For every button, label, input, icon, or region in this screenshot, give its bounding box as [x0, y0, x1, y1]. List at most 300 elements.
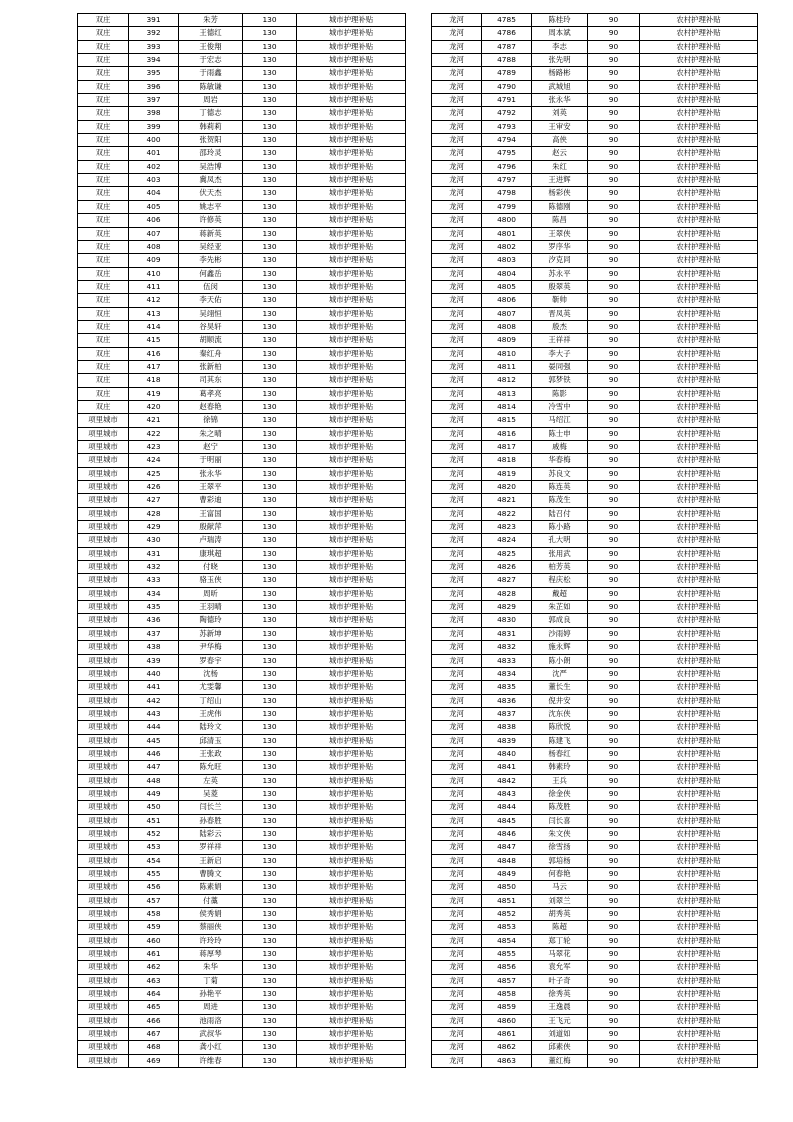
amount-cell: 130: [243, 827, 297, 840]
table-row: [78, 120, 406, 133]
amount-cell: 130: [243, 681, 297, 694]
serial-number-cell: 4846: [482, 827, 532, 840]
name-cell: 陈小朗: [532, 654, 588, 667]
serial-number-cell: 4838: [482, 721, 532, 734]
table-row: [78, 187, 406, 200]
amount-cell: 130: [243, 908, 297, 921]
serial-number-cell: 4805: [482, 280, 532, 293]
subsidy-type-cell: 农村护理补贴: [640, 320, 758, 333]
name-cell: 汐克同: [532, 254, 588, 267]
table-row: [78, 294, 406, 307]
serial-number-cell: 4803: [482, 254, 532, 267]
serial-number-cell: 4811: [482, 360, 532, 373]
region-cell: 项里城市: [78, 614, 129, 627]
name-cell: 陶德玲: [179, 614, 243, 627]
region-cell: 项里城市: [78, 707, 129, 720]
table-row: [78, 734, 406, 747]
subsidy-type-cell: 农村护理补贴: [640, 934, 758, 947]
region-cell: 项里城市: [78, 854, 129, 867]
region-cell: 龙河: [432, 801, 482, 814]
region-cell: 双庄: [78, 374, 129, 387]
table-row: [78, 787, 406, 800]
name-cell: 丁德志: [179, 107, 243, 120]
subsidy-type-cell: 城市护理补贴: [297, 787, 406, 800]
serial-number-cell: 467: [129, 1028, 179, 1041]
subsidy-type-cell: 城市护理补贴: [297, 80, 406, 93]
amount-cell: 90: [588, 961, 640, 974]
table-row: [432, 707, 758, 720]
region-cell: 双庄: [78, 294, 129, 307]
amount-cell: 90: [588, 441, 640, 454]
region-cell: 龙河: [432, 787, 482, 800]
table-row: [78, 67, 406, 80]
amount-cell: 130: [243, 787, 297, 800]
subsidy-type-cell: 农村护理补贴: [640, 587, 758, 600]
serial-number-cell: 4825: [482, 547, 532, 560]
table-row: [78, 587, 406, 600]
serial-number-cell: 455: [129, 868, 179, 881]
region-cell: 龙河: [432, 174, 482, 187]
table-row: [78, 267, 406, 280]
amount-cell: 130: [243, 147, 297, 160]
table-row: [432, 534, 758, 547]
region-cell: 项里城市: [78, 587, 129, 600]
region-cell: 龙河: [432, 54, 482, 67]
subsidy-type-cell: 城市护理补贴: [297, 908, 406, 921]
serial-number-cell: 4849: [482, 868, 532, 881]
subsidy-type-cell: 城市护理补贴: [297, 481, 406, 494]
table-row: [432, 414, 758, 427]
name-cell: 韩素玲: [532, 761, 588, 774]
subsidy-type-cell: 农村护理补贴: [640, 1001, 758, 1014]
name-cell: 陆彩云: [179, 827, 243, 840]
subsidy-type-cell: 农村护理补贴: [640, 334, 758, 347]
region-cell: 双庄: [78, 334, 129, 347]
table-row: [78, 54, 406, 67]
serial-number-cell: 4827: [482, 574, 532, 587]
region-cell: 项里城市: [78, 481, 129, 494]
region-cell: 项里城市: [78, 934, 129, 947]
serial-number-cell: 4820: [482, 481, 532, 494]
region-cell: 项里城市: [78, 774, 129, 787]
amount-cell: 130: [243, 134, 297, 147]
amount-cell: 90: [588, 467, 640, 480]
serial-number-cell: 4850: [482, 881, 532, 894]
serial-number-cell: 449: [129, 787, 179, 800]
region-cell: 项里城市: [78, 507, 129, 520]
name-cell: 周昕: [179, 587, 243, 600]
name-cell: 张永华: [532, 94, 588, 107]
serial-number-cell: 398: [129, 107, 179, 120]
name-cell: 尤雯馨: [179, 681, 243, 694]
name-cell: 靳帅: [532, 294, 588, 307]
name-cell: 陈素娟: [179, 881, 243, 894]
amount-cell: 130: [243, 387, 297, 400]
region-cell: 项里城市: [78, 454, 129, 467]
subsidy-type-cell: 城市护理补贴: [297, 227, 406, 240]
region-cell: 龙河: [432, 961, 482, 974]
table-row: [432, 80, 758, 93]
serial-number-cell: 4851: [482, 894, 532, 907]
table-row: [78, 374, 406, 387]
amount-cell: 130: [243, 200, 297, 213]
serial-number-cell: 443: [129, 707, 179, 720]
table-row: [432, 801, 758, 814]
region-cell: 项里城市: [78, 974, 129, 987]
serial-number-cell: 4821: [482, 494, 532, 507]
serial-number-cell: 402: [129, 160, 179, 173]
amount-cell: 90: [588, 347, 640, 360]
serial-number-cell: 465: [129, 1001, 179, 1014]
table-row: [432, 574, 758, 587]
serial-number-cell: 4795: [482, 147, 532, 160]
region-cell: 龙河: [432, 1054, 482, 1067]
region-cell: 龙河: [432, 14, 482, 27]
name-cell: 赵云: [532, 147, 588, 160]
table-row: [432, 721, 758, 734]
table-row: [78, 721, 406, 734]
amount-cell: 90: [588, 667, 640, 680]
table-row: [432, 1028, 758, 1041]
name-cell: 王虎伟: [179, 707, 243, 720]
table-row: [78, 747, 406, 760]
serial-number-cell: 436: [129, 614, 179, 627]
table-row: [432, 54, 758, 67]
amount-cell: 90: [588, 280, 640, 293]
serial-number-cell: 453: [129, 841, 179, 854]
amount-cell: 90: [588, 267, 640, 280]
serial-number-cell: 397: [129, 94, 179, 107]
region-cell: 龙河: [432, 187, 482, 200]
name-cell: 曹腾文: [179, 868, 243, 881]
region-cell: 龙河: [432, 414, 482, 427]
subsidy-type-cell: 城市护理补贴: [297, 1014, 406, 1027]
subsidy-type-cell: 农村护理补贴: [640, 200, 758, 213]
subsidy-type-cell: 城市护理补贴: [297, 974, 406, 987]
name-cell: 杨彩侠: [532, 187, 588, 200]
region-cell: 龙河: [432, 574, 482, 587]
subsidy-type-cell: 农村护理补贴: [640, 801, 758, 814]
table-row: [432, 948, 758, 961]
table-row: [432, 374, 758, 387]
table-row: [432, 240, 758, 253]
table-row: [432, 761, 758, 774]
amount-cell: 130: [243, 107, 297, 120]
name-cell: 王审安: [532, 120, 588, 133]
table-row: [432, 774, 758, 787]
serial-number-cell: 4810: [482, 347, 532, 360]
serial-number-cell: 4822: [482, 507, 532, 520]
region-cell: 龙河: [432, 240, 482, 253]
subsidy-type-cell: 农村护理补贴: [640, 441, 758, 454]
amount-cell: 90: [588, 374, 640, 387]
name-cell: 陈允旺: [179, 761, 243, 774]
amount-cell: 90: [588, 894, 640, 907]
table-row: [78, 1041, 406, 1054]
subsidy-type-cell: 城市护理补贴: [297, 868, 406, 881]
right-subsidy-table: [431, 13, 758, 1068]
table-row: [432, 1014, 758, 1027]
subsidy-type-cell: 农村护理补贴: [640, 1041, 758, 1054]
name-cell: 陈影: [532, 387, 588, 400]
region-cell: 龙河: [432, 814, 482, 827]
name-cell: 郭成良: [532, 614, 588, 627]
table-row: [432, 921, 758, 934]
serial-number-cell: 451: [129, 814, 179, 827]
name-cell: 朱文侠: [532, 827, 588, 840]
serial-number-cell: 4830: [482, 614, 532, 627]
serial-number-cell: 4815: [482, 414, 532, 427]
amount-cell: 90: [588, 320, 640, 333]
amount-cell: 130: [243, 948, 297, 961]
table-row: [78, 694, 406, 707]
name-cell: 曹彩迪: [179, 494, 243, 507]
subsidy-type-cell: 城市护理补贴: [297, 414, 406, 427]
table-row: [432, 200, 758, 213]
amount-cell: 90: [588, 787, 640, 800]
name-cell: 何春艳: [532, 868, 588, 881]
table-row: [432, 454, 758, 467]
name-cell: 郭梦铁: [532, 374, 588, 387]
region-cell: 双庄: [78, 280, 129, 293]
serial-number-cell: 442: [129, 694, 179, 707]
table-row: [78, 654, 406, 667]
amount-cell: 90: [588, 94, 640, 107]
amount-cell: 130: [243, 881, 297, 894]
subsidy-type-cell: 农村护理补贴: [640, 240, 758, 253]
subsidy-type-cell: 农村护理补贴: [640, 948, 758, 961]
serial-number-cell: 431: [129, 547, 179, 560]
subsidy-type-cell: 城市护理补贴: [297, 254, 406, 267]
table-row: [432, 587, 758, 600]
subsidy-type-cell: 农村护理补贴: [640, 734, 758, 747]
region-cell: 龙河: [432, 721, 482, 734]
amount-cell: 130: [243, 1028, 297, 1041]
serial-number-cell: 4787: [482, 40, 532, 53]
region-cell: 龙河: [432, 601, 482, 614]
subsidy-type-cell: 农村护理补贴: [640, 1054, 758, 1067]
name-cell: 蒋厚琴: [179, 948, 243, 961]
name-cell: 吴经亚: [179, 240, 243, 253]
region-cell: 龙河: [432, 521, 482, 534]
name-cell: 王新启: [179, 854, 243, 867]
amount-cell: 90: [588, 561, 640, 574]
amount-cell: 130: [243, 254, 297, 267]
name-cell: 周岩: [179, 94, 243, 107]
subsidy-type-cell: 城市护理补贴: [297, 827, 406, 840]
name-cell: 李大子: [532, 347, 588, 360]
amount-cell: 90: [588, 801, 640, 814]
serial-number-cell: 425: [129, 467, 179, 480]
serial-number-cell: 452: [129, 827, 179, 840]
amount-cell: 90: [588, 120, 640, 133]
name-cell: 华春梅: [532, 454, 588, 467]
amount-cell: 90: [588, 360, 640, 373]
serial-number-cell: 4835: [482, 681, 532, 694]
name-cell: 郑丁轮: [532, 934, 588, 947]
serial-number-cell: 439: [129, 654, 179, 667]
serial-number-cell: 399: [129, 120, 179, 133]
region-cell: 龙河: [432, 587, 482, 600]
subsidy-type-cell: 城市护理补贴: [297, 374, 406, 387]
amount-cell: 130: [243, 67, 297, 80]
subsidy-type-cell: 农村护理补贴: [640, 400, 758, 413]
name-cell: 徐秀英: [532, 988, 588, 1001]
serial-number-cell: 4807: [482, 307, 532, 320]
subsidy-type-cell: 农村护理补贴: [640, 254, 758, 267]
amount-cell: 90: [588, 160, 640, 173]
serial-number-cell: 4791: [482, 94, 532, 107]
region-cell: 双庄: [78, 174, 129, 187]
region-cell: 双庄: [78, 214, 129, 227]
amount-cell: 130: [243, 801, 297, 814]
amount-cell: 90: [588, 854, 640, 867]
table-row: [432, 547, 758, 560]
subsidy-type-cell: 农村护理补贴: [640, 120, 758, 133]
amount-cell: 130: [243, 761, 297, 774]
table-row: [78, 681, 406, 694]
region-cell: 龙河: [432, 120, 482, 133]
name-cell: 施永辉: [532, 641, 588, 654]
serial-number-cell: 4812: [482, 374, 532, 387]
subsidy-type-cell: 城市护理补贴: [297, 147, 406, 160]
amount-cell: 90: [588, 1001, 640, 1014]
subsidy-type-cell: 农村护理补贴: [640, 347, 758, 360]
subsidy-type-cell: 农村护理补贴: [640, 641, 758, 654]
subsidy-type-cell: 城市护理补贴: [297, 267, 406, 280]
subsidy-type-cell: 农村护理补贴: [640, 54, 758, 67]
amount-cell: 90: [588, 587, 640, 600]
table-row: [78, 974, 406, 987]
amount-cell: 130: [243, 534, 297, 547]
name-cell: 吴浩博: [179, 160, 243, 173]
serial-number-cell: 468: [129, 1041, 179, 1054]
table-row: [432, 908, 758, 921]
region-cell: 龙河: [432, 347, 482, 360]
subsidy-type-cell: 城市护理补贴: [297, 601, 406, 614]
table-row: [78, 547, 406, 560]
region-cell: 龙河: [432, 1028, 482, 1041]
amount-cell: 90: [588, 827, 640, 840]
name-cell: 司其东: [179, 374, 243, 387]
amount-cell: 130: [243, 334, 297, 347]
name-cell: 蔡丽侠: [179, 921, 243, 934]
table-row: [432, 400, 758, 413]
serial-number-cell: 4832: [482, 641, 532, 654]
table-row: [78, 14, 406, 27]
subsidy-type-cell: 农村护理补贴: [640, 107, 758, 120]
amount-cell: 130: [243, 521, 297, 534]
serial-number-cell: 432: [129, 561, 179, 574]
name-cell: 陈小路: [532, 521, 588, 534]
region-cell: 双庄: [78, 400, 129, 413]
name-cell: 于宏志: [179, 54, 243, 67]
table-row: [78, 908, 406, 921]
name-cell: 李志: [532, 40, 588, 53]
amount-cell: 90: [588, 481, 640, 494]
region-cell: 龙河: [432, 614, 482, 627]
region-cell: 龙河: [432, 667, 482, 680]
amount-cell: 90: [588, 841, 640, 854]
region-cell: 项里城市: [78, 841, 129, 854]
subsidy-type-cell: 农村护理补贴: [640, 147, 758, 160]
subsidy-type-cell: 城市护理补贴: [297, 187, 406, 200]
amount-cell: 90: [588, 734, 640, 747]
amount-cell: 90: [588, 147, 640, 160]
amount-cell: 130: [243, 707, 297, 720]
table-row: [78, 174, 406, 187]
serial-number-cell: 435: [129, 601, 179, 614]
subsidy-type-cell: 城市护理补贴: [297, 280, 406, 293]
name-cell: 王逸晨: [532, 1001, 588, 1014]
name-cell: 卢瑞涛: [179, 534, 243, 547]
name-cell: 苏永平: [532, 267, 588, 280]
table-row: [432, 147, 758, 160]
amount-cell: 90: [588, 80, 640, 93]
subsidy-type-cell: 农村护理补贴: [640, 414, 758, 427]
name-cell: 张用武: [532, 547, 588, 560]
subsidy-type-cell: 城市护理补贴: [297, 107, 406, 120]
subsidy-type-cell: 城市护理补贴: [297, 854, 406, 867]
name-cell: 闫长兰: [179, 801, 243, 814]
subsidy-type-cell: 城市护理补贴: [297, 1028, 406, 1041]
serial-number-cell: 4789: [482, 67, 532, 80]
table-row: [78, 641, 406, 654]
name-cell: 陈桂玲: [532, 14, 588, 27]
amount-cell: 130: [243, 174, 297, 187]
subsidy-type-cell: 城市护理补贴: [297, 294, 406, 307]
table-row: [78, 40, 406, 53]
amount-cell: 130: [243, 934, 297, 947]
serial-number-cell: 4799: [482, 200, 532, 213]
serial-number-cell: 4853: [482, 921, 532, 934]
name-cell: 胡顺流: [179, 334, 243, 347]
serial-number-cell: 457: [129, 894, 179, 907]
subsidy-type-cell: 城市护理补贴: [297, 347, 406, 360]
subsidy-type-cell: 农村护理补贴: [640, 427, 758, 440]
table-row: [432, 787, 758, 800]
region-cell: 项里城市: [78, 1028, 129, 1041]
serial-number-cell: 4826: [482, 561, 532, 574]
subsidy-type-cell: 城市护理补贴: [297, 307, 406, 320]
name-cell: 张贺阳: [179, 134, 243, 147]
table-row: [78, 27, 406, 40]
region-cell: 双庄: [78, 387, 129, 400]
region-cell: 龙河: [432, 107, 482, 120]
amount-cell: 90: [588, 400, 640, 413]
region-cell: 项里城市: [78, 827, 129, 840]
name-cell: 李先彬: [179, 254, 243, 267]
amount-cell: 90: [588, 214, 640, 227]
region-cell: 龙河: [432, 427, 482, 440]
name-cell: 徐雪扬: [532, 841, 588, 854]
amount-cell: 90: [588, 814, 640, 827]
region-cell: 双庄: [78, 94, 129, 107]
subsidy-type-cell: 农村护理补贴: [640, 721, 758, 734]
region-cell: 项里城市: [78, 908, 129, 921]
amount-cell: 130: [243, 294, 297, 307]
region-cell: 项里城市: [78, 414, 129, 427]
name-cell: 于明丽: [179, 454, 243, 467]
amount-cell: 90: [588, 307, 640, 320]
table-row: [78, 601, 406, 614]
serial-number-cell: 4858: [482, 988, 532, 1001]
table-row: [78, 614, 406, 627]
serial-number-cell: 4841: [482, 761, 532, 774]
region-cell: 项里城市: [78, 667, 129, 680]
serial-number-cell: 404: [129, 187, 179, 200]
serial-number-cell: 458: [129, 908, 179, 921]
